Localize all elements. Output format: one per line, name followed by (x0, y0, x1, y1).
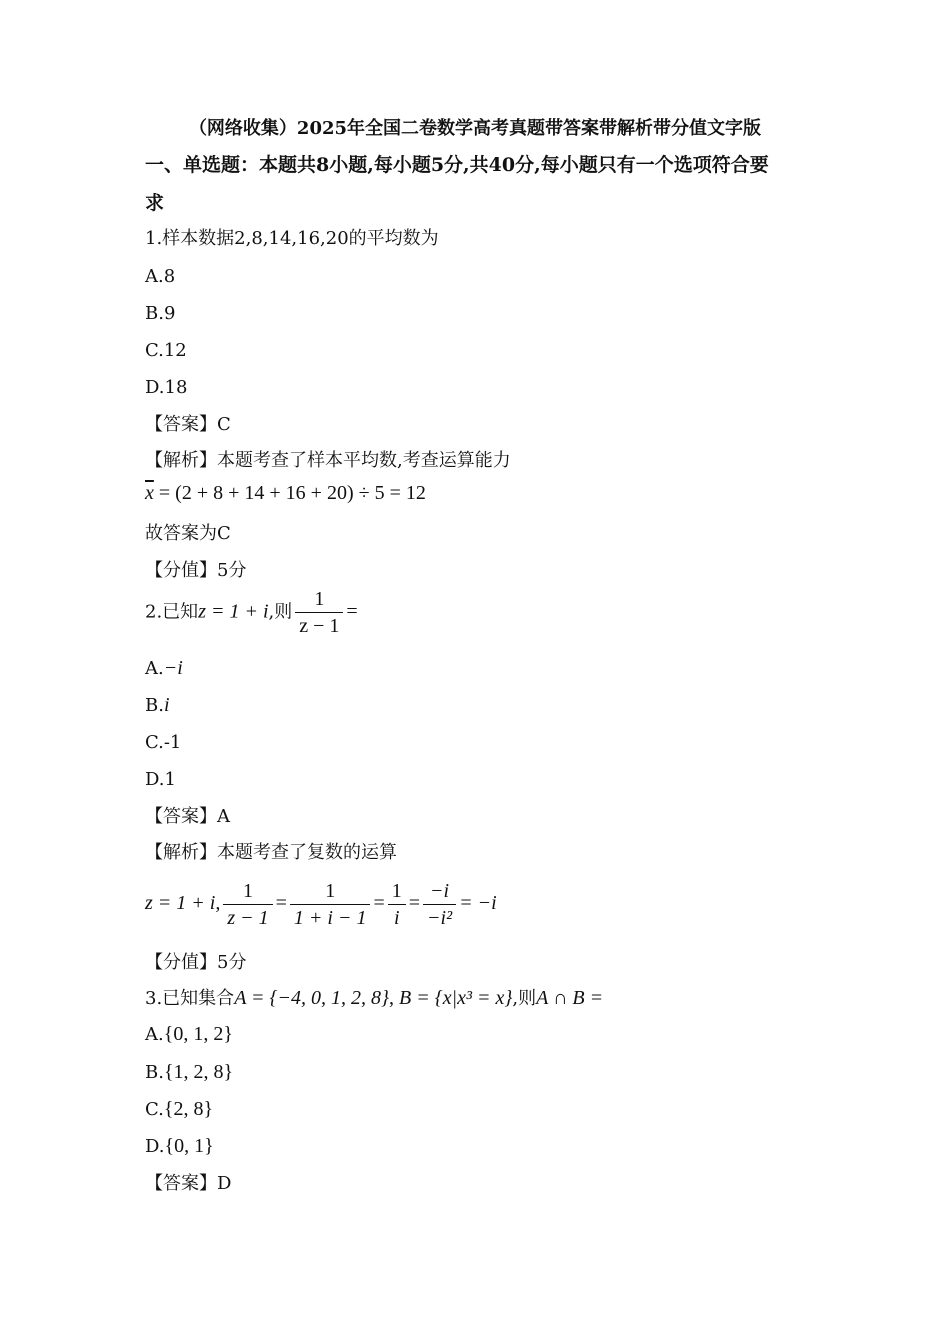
q2-stem-mid: ,则 (268, 601, 293, 623)
q3-answer: 【答案】D (145, 1173, 232, 1194)
q1-option-b: B.9 (145, 303, 176, 324)
q1-answer: 【答案】C (145, 414, 231, 435)
q3-stem-mid: ,则 (512, 988, 537, 1009)
q2-analysis: 【解析】本题考查了复数的运算 (145, 842, 397, 863)
q1-option-a: A.8 (145, 266, 176, 287)
q3-stem-expr: A ∩ B = (536, 987, 604, 1009)
q3-set-a: A = {−4, 0, 1, 2, 8} (234, 987, 390, 1009)
q2-stem-expr: z = 1 + i (198, 600, 269, 623)
q2-solution-frac2: $\frac{1}{1 + i - 1}$ (290, 880, 371, 929)
q1-conclusion: 故答案为C (145, 523, 231, 544)
q2-solution-result: = −i (459, 892, 497, 915)
q2-stem (145, 588, 358, 637)
q3-set-b: B = {x|x³ = x} (399, 987, 513, 1009)
q3-option-c: C.{2, 8} (145, 1098, 214, 1120)
q3-option-b: B.{1, 2, 8} (145, 1061, 234, 1083)
q2-answer: 【答案】A (145, 806, 230, 827)
q2-solution-frac4: $\frac{-i}{\text{−i²}}$ (423, 880, 456, 929)
q1-formula (145, 481, 426, 505)
q1-score: 【分值】5分 (145, 560, 247, 581)
q2-option-b: B.i (145, 694, 170, 716)
q3-option-a: A.{0, 1, 2} (145, 1023, 233, 1045)
q2-option-a-math: −i (163, 657, 183, 679)
q1-formula-body: = (2 + 8 + 14 + 16 + 20) ÷ 5 = 12 (158, 482, 426, 504)
q2-stem-fraction: $\frac{1}{z - 1}$ (295, 588, 343, 637)
q2-score: 【分值】5分 (145, 952, 247, 973)
q2-stem-suffix: = (346, 600, 358, 623)
q1-stem: 1.样本数据2,8,14,16,20的平均数为 (145, 228, 439, 249)
q1-formula-mean-var: $\overline{x}$ (145, 482, 154, 504)
q2-option-c: C.-1 (145, 732, 182, 753)
q1-option-d: D.18 (145, 377, 188, 398)
q2-solution-frac1: $\frac{1}{z - 1}$ (223, 880, 272, 929)
q1-analysis: 【解析】本题考查了样本平均数,考查运算能力 (145, 450, 511, 471)
q2-stem-prefix: 2.已知 (145, 601, 199, 623)
q2-option-a: A.−i (145, 657, 183, 679)
q2-solution: z = 1 + i, $\frac{1}{z - 1}$ = $\frac{1}{1 + i - 1}$ = $\frac{1}{i}$ = $\frac{-i}{\text{−i²}}$ = −i (145, 880, 497, 929)
q2-option-d: D.1 (145, 769, 176, 790)
q1-option-c: C.12 (145, 340, 187, 361)
q2-solution-frac3: $\frac{1}{i}$ (388, 880, 406, 929)
section-heading-line1: 一、单选题：本题共8小题,每小题5分,共40分,每小题只有一个选项符合要 (145, 154, 769, 176)
q3-stem: 3.已知集合A = {−4, 0, 1, 2, 8}, B = {x|x³ = x},则A ∩ B = (145, 987, 604, 1009)
q2-option-b-math: i (163, 694, 170, 716)
q3-stem-prefix: 3.已知集合 (145, 988, 235, 1009)
document-title: （网络收集）2025年全国二卷数学高考真题带答案带解析带分值文字版 (188, 118, 762, 139)
q3-option-d: D.{0, 1} (145, 1135, 214, 1157)
section-heading-line2: 求 (145, 192, 165, 214)
q2-solution-prefix: z = 1 + i, (145, 892, 221, 915)
